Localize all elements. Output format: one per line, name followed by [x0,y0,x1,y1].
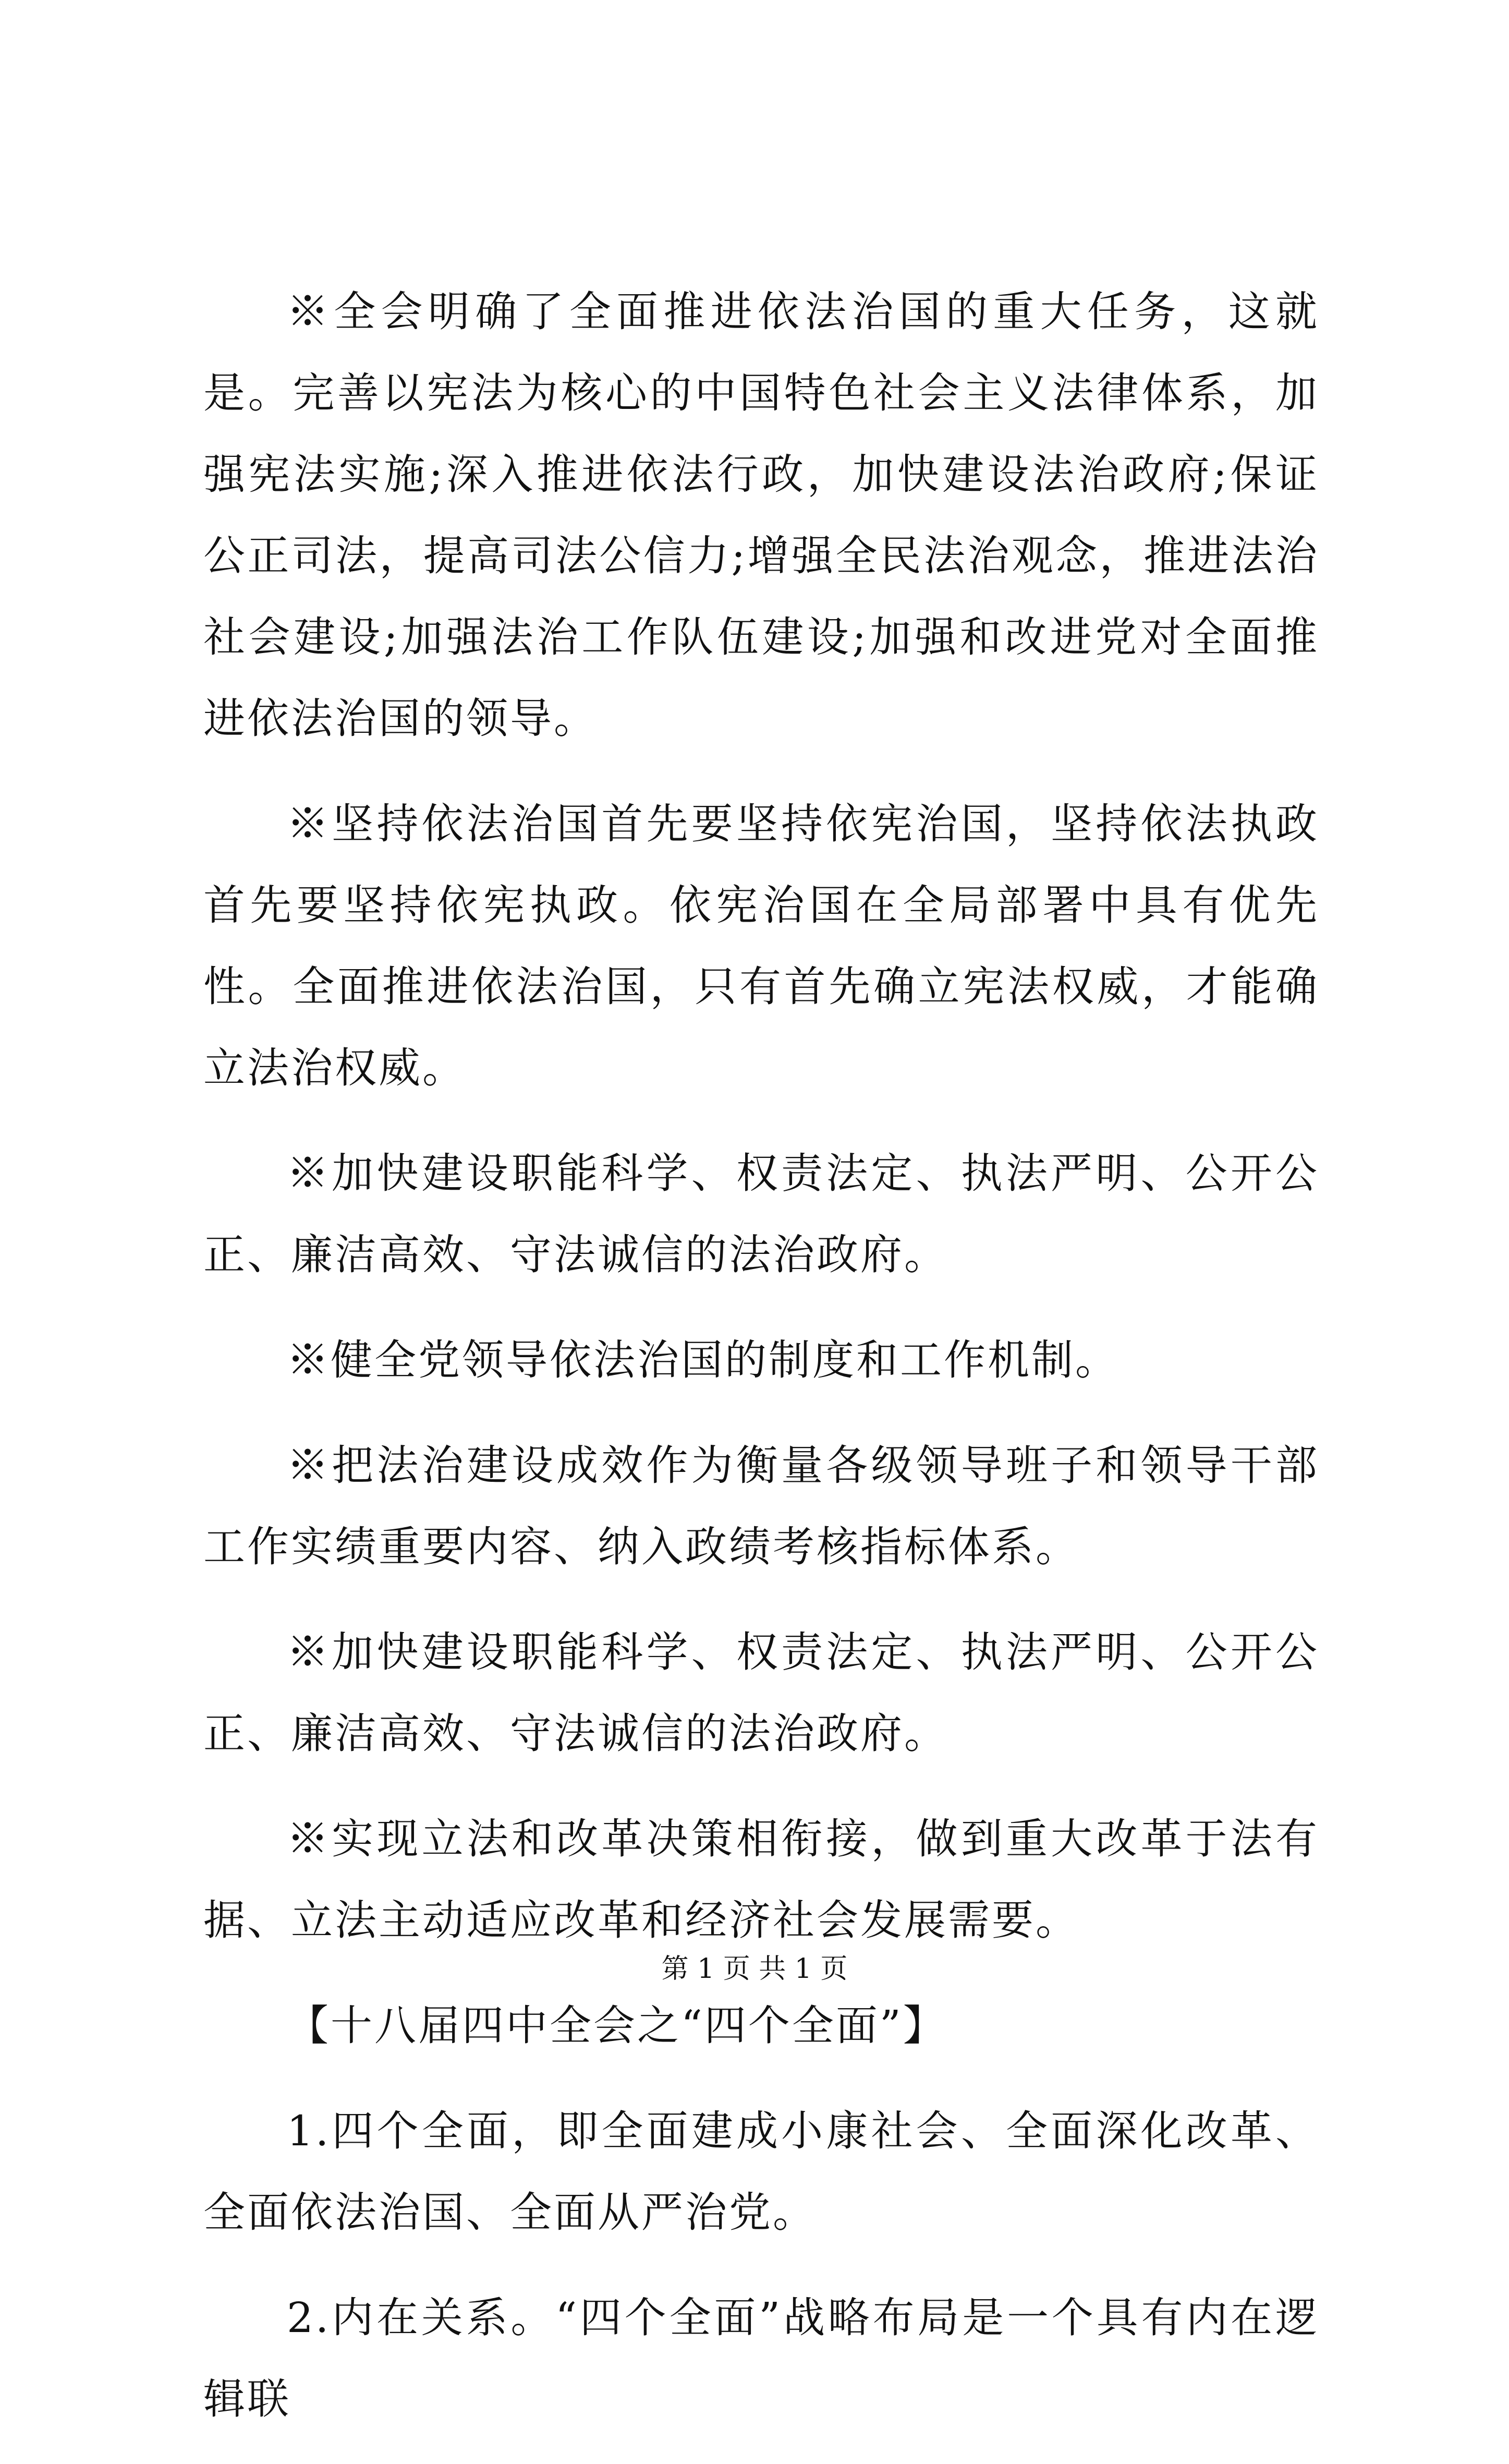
paragraph-performance-assessment: ※把法治建设成效作为衡量各级领导班子和领导干部工作实绩重要内容、纳入政绩考核指标体系。 [203,1441,1319,1571]
document-body [203,271,1319,2464]
paragraph-party-leadership: ※健全党领导依法治国的制度和工作机制。 [287,1336,1119,1384]
section-heading-four-comprehensives: 【十八届四中全会之“四个全面”】 [287,2001,947,2050]
paragraph-major-tasks: ※全会明确了全面推进依法治国的重大任务，这就是。完善以宪法为核心的中国特色社会主义法律体系，加强宪法实施;深入推进依法行政，加快建设法治政府;保证公正司法，提高司法公信力;增强全民法治观念，推进法治社会建设;加强法治工作队伍建设;加强和改进党对全面推进依法治国的领导。 [203,287,1319,743]
page-number-footer: 第 1 页 共 1 页 [661,1953,848,1985]
list-item-2: 2.内在关系。“四个全面”战略布局是一个具有内在逻辑联 [203,2293,1319,2423]
paragraph-law-government-repeat: ※加快建设职能科学、权责法定、执法严明、公开公正、廉洁高效、守法诚信的法治政府。 [203,1628,1319,1758]
list-item-1: 1.四个全面，即全面建成小康社会、全面深化改革、全面依法治国、全面从严治党。 [203,2107,1319,2237]
paragraph-constitution: ※坚持依法治国首先要坚持依宪治国，坚持依法执政首先要坚持依宪执政。依宪治国在全局部署中具有优先性。全面推进依法治国，只有首先确立宪法权威，才能确立法治权威。 [203,800,1319,1092]
paragraph-legislation-reform: ※实现立法和改革决策相衔接，做到重大改革于法有据、立法主动适应改革和经济社会发展需要。 [203,1815,1319,1944]
paragraph-law-government: ※加快建设职能科学、权责法定、执法严明、公开公正、廉洁高效、守法诚信的法治政府。 [203,1149,1319,1279]
